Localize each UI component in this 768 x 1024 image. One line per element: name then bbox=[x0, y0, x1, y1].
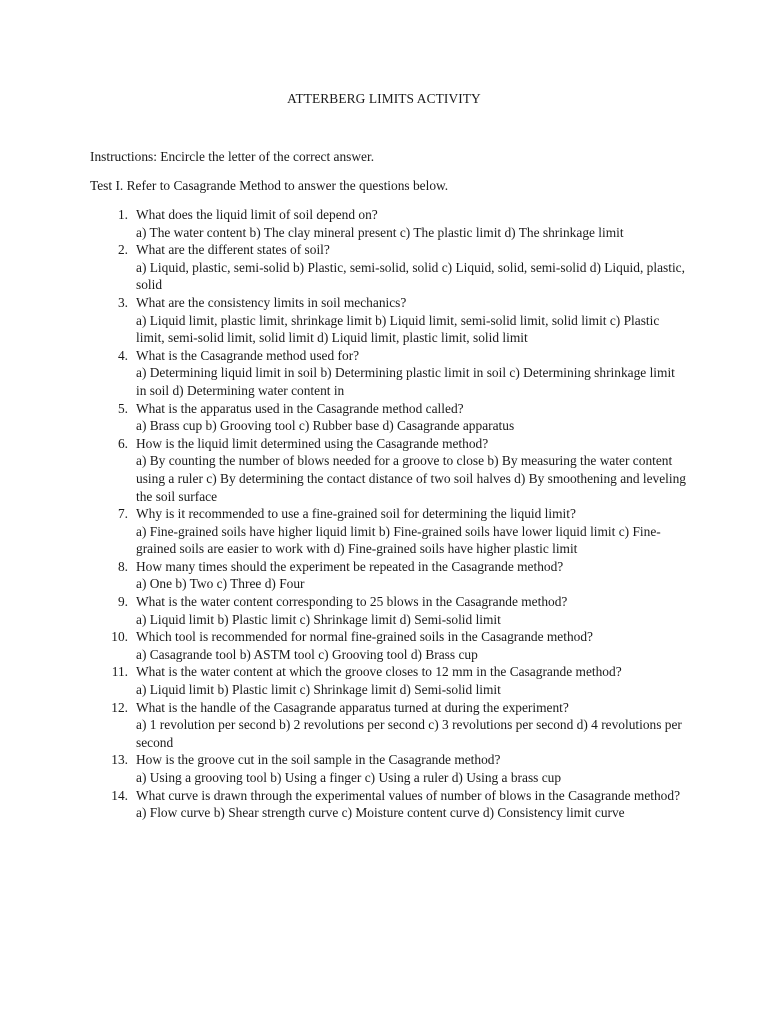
question-text: What is the water content at which the groove closes to 12 mm in the Casagrande method? bbox=[136, 664, 622, 680]
question-text: How many times should the experiment be repeated in the Casagrande method? bbox=[136, 558, 564, 574]
question-item bbox=[108, 435, 688, 505]
question-item bbox=[108, 787, 688, 822]
question-item bbox=[108, 294, 688, 347]
question-text: What curve is drawn through the experimental values of number of blows in the Casagrande method? bbox=[136, 787, 681, 803]
question-item bbox=[108, 699, 688, 752]
question-item bbox=[108, 505, 688, 558]
question-text: Which tool is recommended for normal fine-grained soils in the Casagrande method? bbox=[136, 629, 594, 645]
answer-choices: a) By counting the number of blows needed for a groove to close b) By measuring the water content using a ruler c) By determining the contact distance of two soil halves d) By smoothening and leveling the soil surface bbox=[136, 453, 687, 504]
question-item bbox=[108, 400, 688, 435]
question-text: How is the groove cut in the soil sample in the Casagrande method? bbox=[136, 752, 501, 768]
answer-choices: a) Using a grooving tool b) Using a finger c) Using a ruler d) Using a brass cup bbox=[136, 770, 562, 785]
instructions-text: Instructions: Encircle the letter of the correct answer. bbox=[90, 149, 375, 164]
answer-choices: a) 1 revolution per second b) 2 revolutions per second c) 3 revolutions per second d) 4 revolutions per second bbox=[136, 717, 682, 750]
question-item bbox=[108, 347, 688, 400]
question-number: 8. bbox=[117, 558, 128, 574]
question-item bbox=[108, 751, 688, 786]
answer-choices: a) Casagrande tool b) ASTM tool c) Grooving tool d) Brass cup bbox=[136, 646, 478, 662]
question-number: 5. bbox=[117, 400, 128, 416]
answer-choices: a) The water content b) The clay mineral present c) The plastic limit d) The shrinkage limit bbox=[136, 224, 624, 240]
question-item bbox=[108, 663, 688, 698]
answer-choices: a) Liquid limit, plastic limit, shrinkage limit b) Liquid limit, semi-solid limit, solid limit c) Plastic limit, semi-solid limit, solid limit d) Liquid limit, plastic limit, solid limit bbox=[136, 312, 660, 346]
question-list bbox=[108, 206, 688, 822]
answer-choices: a) Determining liquid limit in soil b) Determining plastic limit in soil c) Determining shrinkage limit in soil d) Determining water content in bbox=[136, 365, 675, 398]
question-text: What is the handle of the Casagrande apparatus turned at during the experiment? bbox=[136, 699, 569, 715]
question-number: 12. bbox=[111, 699, 128, 715]
question-number: 9. bbox=[117, 594, 128, 610]
question-number: 6. bbox=[117, 435, 128, 451]
answer-choices: a) Liquid limit b) Plastic limit c) Shrinkage limit d) Semi-solid limit bbox=[136, 682, 501, 698]
question-number: 3. bbox=[117, 294, 128, 310]
answer-choices: a) Brass cup b) Grooving tool c) Rubber base d) Casagrande apparatus bbox=[136, 418, 515, 434]
question-text: What is the Casagrande method used for? bbox=[136, 347, 360, 363]
question-number: 10. bbox=[111, 629, 128, 645]
question-number: 2. bbox=[117, 242, 128, 258]
question-number: 11. bbox=[111, 664, 128, 680]
question-text: How is the liquid limit determined using the Casagrande method? bbox=[136, 435, 489, 451]
document-title: ATTERBERG LIMITS ACTIVITY bbox=[287, 91, 481, 106]
question-text: What is the water content corresponding to 25 blows in the Casagrande method? bbox=[136, 594, 568, 610]
answer-choices: a) One b) Two c) Three d) Four bbox=[136, 576, 305, 592]
question-text: What does the liquid limit of soil depend on? bbox=[136, 207, 378, 222]
question-item bbox=[108, 593, 688, 628]
question-item bbox=[108, 241, 688, 294]
question-number: 1. bbox=[117, 207, 128, 222]
answer-choices: a) Flow curve b) Shear strength curve c) Moisture content curve d) Consistency limit curve bbox=[136, 805, 625, 821]
question-number: 4. bbox=[117, 347, 128, 363]
question-item bbox=[108, 628, 688, 663]
answer-choices: a) Liquid limit b) Plastic limit c) Shrinkage limit d) Semi-solid limit bbox=[136, 611, 501, 627]
question-number: 14. bbox=[111, 787, 128, 803]
answer-choices: a) Liquid, plastic, semi-solid b) Plastic, semi-solid, solid c) Liquid, solid, semi-solid d) Liquid, plastic, solid bbox=[136, 259, 685, 293]
test-heading: Test I. Refer to Casagrande Method to answer the questions below. bbox=[90, 178, 449, 193]
question-text: What are the different states of soil? bbox=[136, 242, 330, 258]
question-item bbox=[108, 558, 688, 593]
answer-choices: a) Fine-grained soils have higher liquid limit b) Fine-grained soils have lower liquid limit c) Fine-grained soils are easier to work with d) Fine-grained soils have higher plastic limit bbox=[136, 523, 661, 557]
question-text: Why is it recommended to use a fine-grained soil for determining the liquid limit? bbox=[136, 506, 576, 522]
question-text: What is the apparatus used in the Casagrande method called? bbox=[136, 400, 464, 416]
question-text: What are the consistency limits in soil mechanics? bbox=[136, 294, 407, 310]
question-number: 13. bbox=[111, 752, 128, 768]
question-number: 7. bbox=[117, 506, 128, 522]
question-item bbox=[108, 206, 688, 241]
